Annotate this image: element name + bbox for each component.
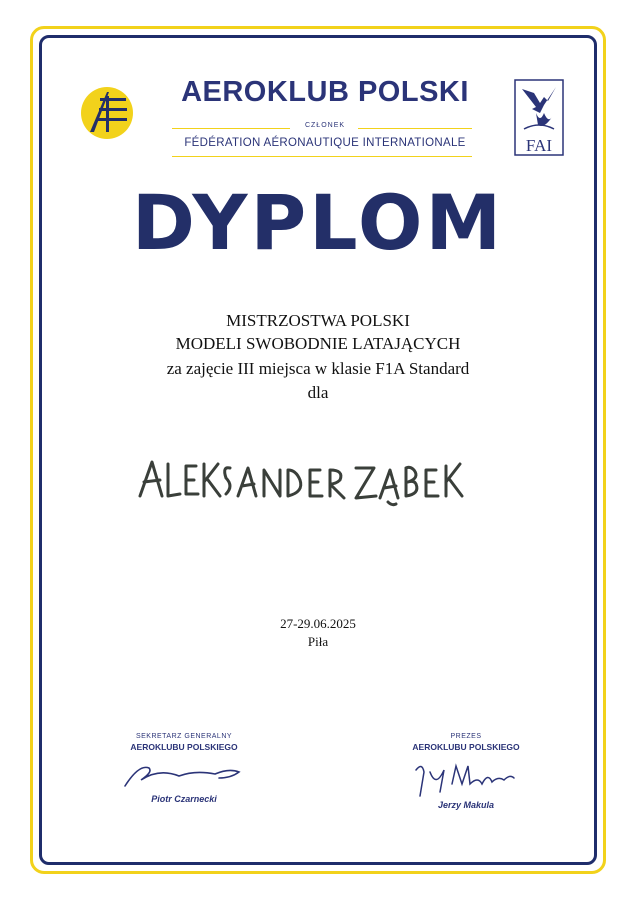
placement-text: za zajęcie III miejsca w klasie F1A Standard [166, 359, 470, 378]
diploma-title: DYPLOM [131, 178, 505, 267]
signatory-role: SEKRETARZ GENERALNY [135, 733, 233, 740]
federation-name: FÉDÉRATION AÉRONAUTIQUE INTERNATIONALE [184, 137, 466, 149]
category-title: MODELI SWOBODNIE LATAJĄCYCH [175, 334, 461, 353]
signatory-role: PREZES [450, 733, 482, 740]
signature-block-left [84, 733, 284, 804]
fai-eagle-logo-icon [514, 79, 564, 156]
divider [172, 156, 472, 157]
event-dates: 27-29.06.2025 [280, 616, 356, 631]
signatory-name: Jerzy Makula [437, 800, 495, 810]
championship-title: MISTRZOSTWA POLSKI [226, 311, 410, 330]
signatory-organization: AEROKLUBU POLSKIEGO [130, 742, 238, 752]
fai-text: FAI [525, 136, 553, 155]
recipient-handwritten-name [130, 452, 470, 512]
signature-block-right [366, 733, 566, 810]
event-place: Piła [307, 634, 329, 649]
signature-left [119, 758, 249, 792]
aeroklub-logo-icon [80, 86, 134, 140]
signature-right [406, 758, 526, 798]
member-label: CZŁONEK [304, 122, 346, 129]
for-label: dla [307, 383, 329, 402]
signatory-organization: AEROKLUBU POLSKIEGO [412, 742, 520, 752]
organization-name: AEROKLUB POLSKI [181, 76, 469, 108]
signatory-name: Piotr Czarnecki [151, 794, 217, 804]
